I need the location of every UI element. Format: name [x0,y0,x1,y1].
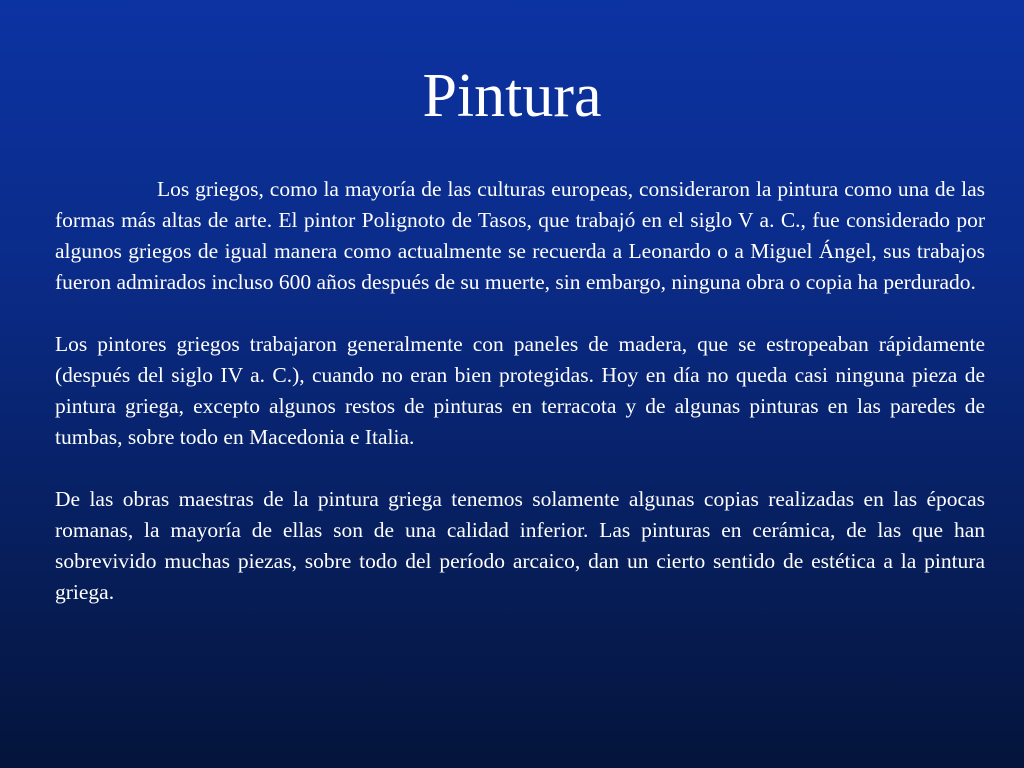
paragraph-2: Los pintores griegos trabajaron generalmente con paneles de madera, que se estropeaban rápidamente (después del siglo IV a. C.), cuando no eran bien protegidas. Hoy en día no queda casi ninguna pieza de pintura griega, excepto algunos restos de pinturas en terracota y de algunas pinturas en las paredes de tumbas, sobre todo en Macedonia e Italia. [55,332,985,449]
slide-title: Pintura [422,62,602,130]
paragraph-3: De las obras maestras de la pintura griega tenemos solamente algunas copias realizadas en las épocas romanas, la mayoría de ellas son de una calidad inferior. Las pinturas en cerámica, de las que han sobrevivido muchas piezas, sobre todo del período arcaico, dan un cierto sentido de estética a la pintura griega. [55,487,985,604]
slide-body [55,174,985,639]
paragraph-1: Los griegos, como la mayoría de las culturas europeas, consideraron la pintura como una de las formas más altas de arte. El pintor Polignoto de Tasos, que trabajó en el siglo V a. C., fue considerado por algunos griegos de igual manera como actualmente se recuerda a Leonardo o a Miguel Ángel, sus trabajos fueron admirados incluso 600 años después de su muerte, sin embargo, ninguna obra o copia ha perdurado. [55,177,985,294]
